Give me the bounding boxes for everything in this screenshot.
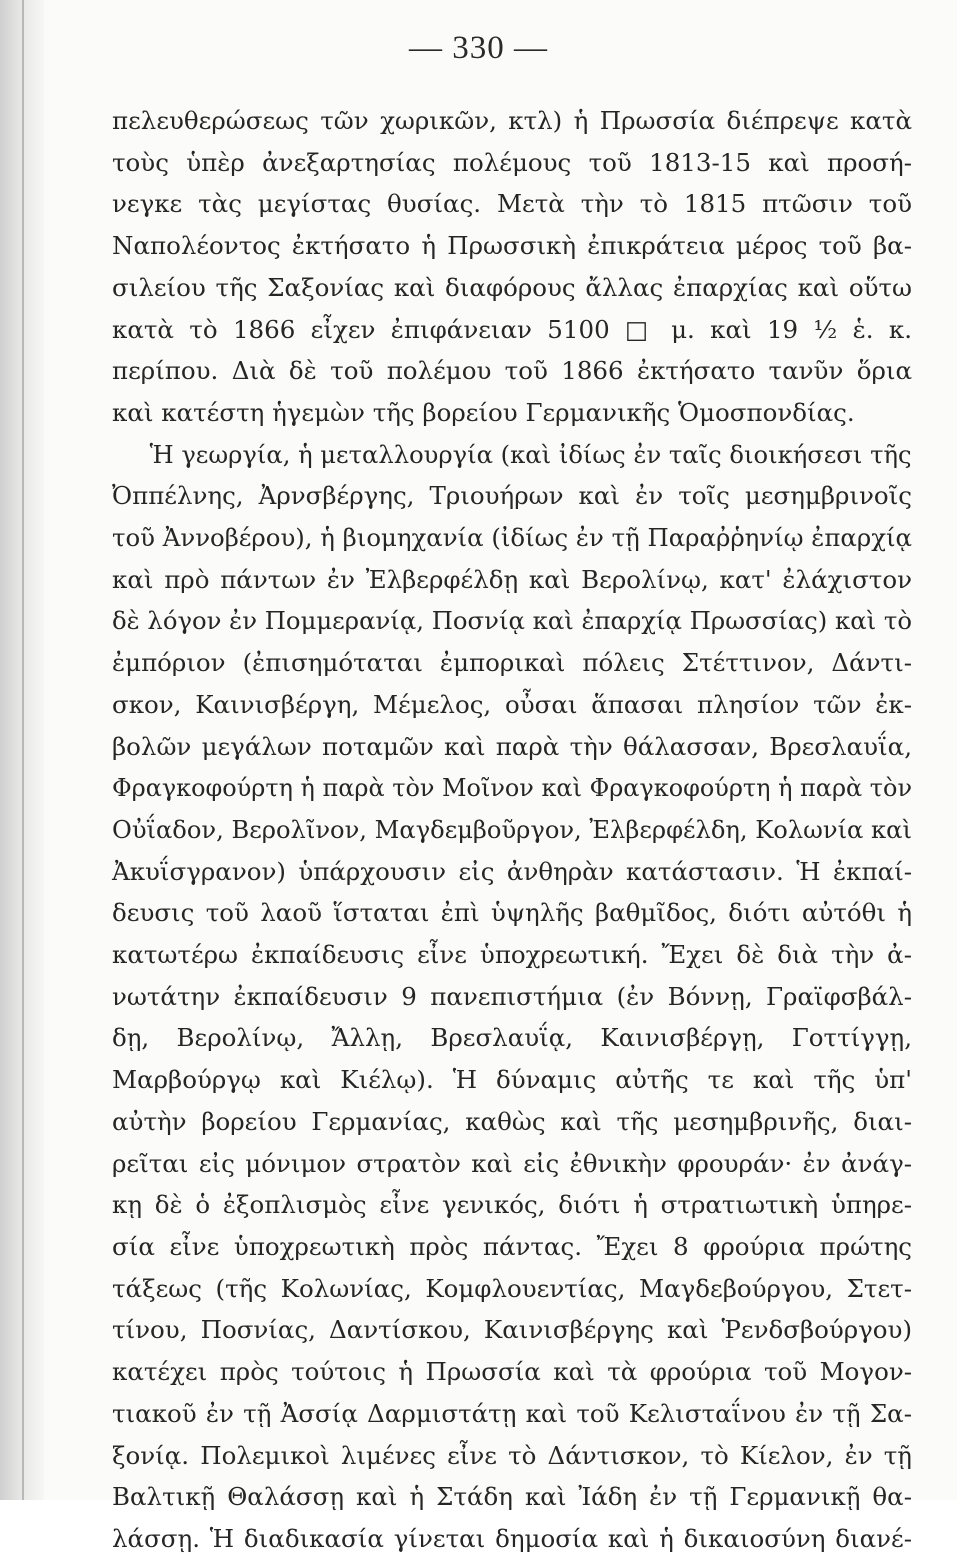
binding-rule [22,0,24,1500]
text-line: τοῦ Ἀννοβέρου), ἡ βιομηχανία (ἰδίως ἐν τῇ Παραῤῥηνίῳ ἐπαρχίᾳ [112,523,913,553]
text-line: κατέχει πρὸς τούτοις ἡ Πρωσσία καὶ τὰ φρούρια τοῦ Μογον- [112,1357,912,1387]
text-line: ξονίᾳ. Πολεμικοὶ λιμένες εἶνε τὸ Δάντισκον, τὸ Κίελον, ἐν τῇ [112,1440,912,1470]
text-line: τοὺς ὑπὲρ ἀνεξαρτησίας πολέμους τοῦ 1813-15 καὶ προσή- [112,147,912,177]
text-line: καὶ πρὸ πάντων ἐν Ἐλβερφέλδῃ καὶ Βερολίνῳ, κατ' ἐλάχιστον [112,564,912,594]
text-line: καὶ κατέστη ἡγεμὼν τῆς βορείου Γερμανικῆς Ὁμοσπονδίας. [112,397,855,427]
text-line: πελευθερώσεως τῶν χωρικῶν, κτλ) ἡ Πρωσσία διέπρεψε κατὰ [112,106,912,135]
text-line: Οὐΐαδον, Βερολῖνον, Μαγδεμβοῦργον, Ἐλβερφέλδη, Κολωνία καὶ [112,814,912,844]
page-number: — 330 — [409,30,548,66]
text-line: Ναπολέοντος ἐκτήσατο ἡ Πρωσσικὴ ἐπικράτεια μέρος τοῦ βα- [112,231,912,261]
text-line: δὲ λόγον ἐν Πομμερανίᾳ, Ποσνίᾳ καὶ ἐπαρχίᾳ Πρωσσίας) καὶ τὸ [112,606,913,636]
text-line: Μαρβούργῳ καὶ Κιέλῳ). Ἡ δύναμις αὐτῆς τε καὶ τῆς ὑπ' [112,1065,912,1095]
text-line: λάσσῃ. Ἡ διαδικασία γίνεται δημοσία καὶ ἡ δικαιοσύνη διανέ- [112,1523,912,1553]
text-line: Βαλτικῇ Θαλάσσῃ καὶ ἡ Στάδη καὶ Ἰάδη ἐν τῇ Γερμανικῇ θα- [112,1482,912,1512]
text-line: κατωτέρω ἐκπαίδευσις εἶνε ὑποχρεωτική. Ἔχει δὲ διὰ τὴν ἀ- [112,940,912,970]
text-line: περίπου. Διὰ δὲ τοῦ πολέμου τοῦ 1866 ἐκτήσατο τανῦν ὅρια [112,356,912,386]
text-line: Ὀππέλνης, Ἀρνσβέργης, Τριουήρων καὶ ἐν τοῖς μεσημβρινοῖς [112,481,912,511]
text-line: κῃ δὲ ὁ ἐξοπλισμὸς εἶνε γενικός, διότι ἡ στρατιωτικὴ ὑπηρε- [112,1190,912,1220]
text-line: νωτάτην ἐκπαίδευσιν 9 πανεπιστήμια (ἐν Βόννῃ, Γραϊφσβάλ- [112,981,912,1011]
text-line: αὐτὴν βορείου Γερμανίας, καθὼς καὶ τῆς μεσημβρινῆς, διαι- [112,1106,912,1136]
text-line: τιακοῦ ἐν τῇ Ἀσσίᾳ Δαρμιστάτῃ καὶ τοῦ Κελισταΐνου ἐν τῇ Σα- [112,1398,912,1428]
text-line: δῃ, Βερολίνῳ, Ἄλλῃ, Βρεσλαυΐᾳ, Καινισβέργῃ, Γοττίγγῃ, [112,1023,912,1053]
text-line: νεγκε τὰς μεγίστας θυσίας. Μετὰ τὴν τὸ 1815 πτῶσιν τοῦ [112,189,912,219]
body-text [112,100,912,1560]
text-line: ἐμπόριον (ἐπισημόταται ἐμπορικαὶ πόλεις Στέττινον, Δάντι- [112,648,912,678]
text-line: σκον, Καινισβέργη, Μέμελος, οὖσαι ἅπασαι πλησίον τῶν ἐκ- [112,689,912,719]
text-line: ρεῖται εἰς μόνιμον στρατὸν καὶ εἰς ἐθνικὴν φρουράν· ἐν ἀνάγ- [112,1148,912,1178]
text-line: Φραγκοφούρτη ἡ παρὰ τὸν Μοῖνον καὶ Φραγκοφούρτη ἡ παρὰ τὸν [112,773,912,803]
text-line: σιλείου τῆς Σαξονίας καὶ διαφόρους ἄλλας ἐπαρχίας καὶ οὕτω [112,272,912,302]
text-line: κατὰ τὸ 1866 εἶχεν ἐπιφάνειαν 5100 □ μ. καὶ 19 ½ ἑ. κ. [112,314,912,344]
text-line: Ἀκυΐσγρανον) ὑπάρχουσιν εἰς ἀνθηρὰν κατάστασιν. Ἡ ἐκπαί- [112,856,912,886]
text-line: βολῶν μεγάλων ποταμῶν καὶ παρὰ τὴν θάλασσαν, Βρεσλαυΐα, [112,731,912,761]
text-line: Ἡ γεωργία, ἡ μεταλλουργία (καὶ ἰδίως ἐν ταῖς διοικήσεσι τῆς [149,439,912,469]
text-line: τίνου, Ποσνίας, Δαντίσκου, Καινισβέργης καὶ Ῥενδσβούργου) [112,1315,912,1345]
text-line: δευσις τοῦ λαοῦ ἵσταται ἐπὶ ὑψηλῆς βαθμῖδος, διότι αὐτόθι ἡ [112,898,912,928]
text-line: τάξεως (τῆς Κολωνίας, Κομφλουεντίας, Μαγδεβούργου, Στετ- [112,1273,912,1303]
text-line: σία εἶνε ὑποχρεωτικὴ πρὸς πάντας. Ἔχει 8 φρούρια πρώτης [112,1231,912,1261]
